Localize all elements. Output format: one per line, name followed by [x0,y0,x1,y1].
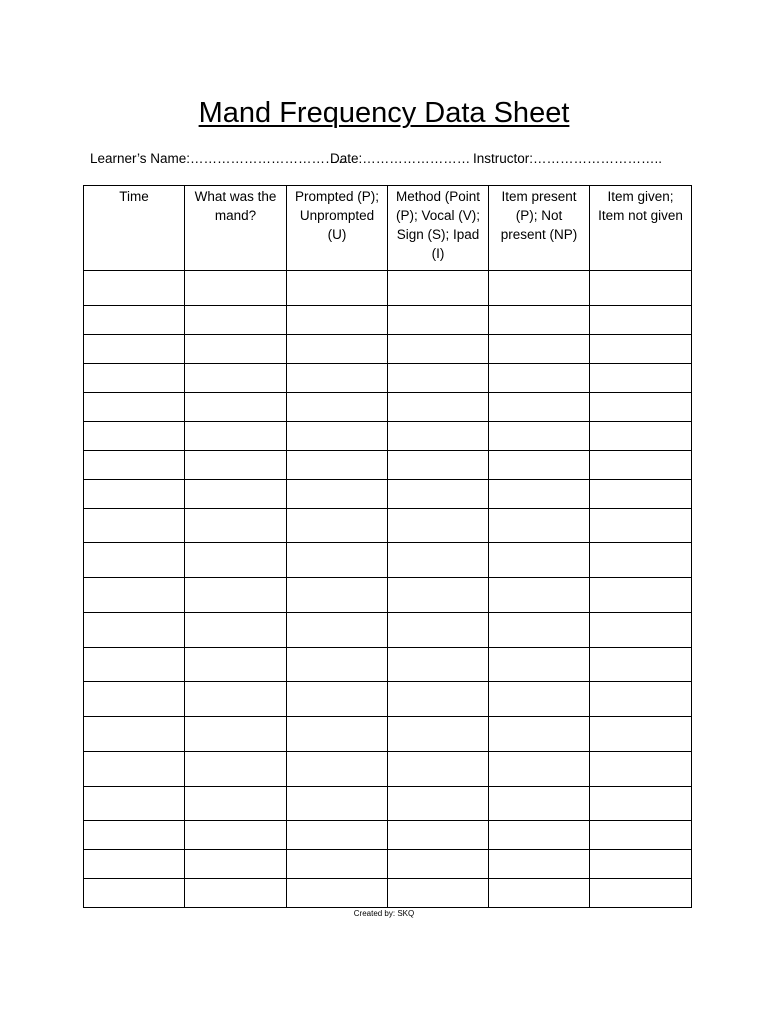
table-cell [287,393,388,422]
table-cell [84,787,185,821]
table-cell [84,850,185,879]
table-cell [590,578,692,613]
table-cell [590,271,692,306]
table-cell [590,509,692,543]
table-cell [590,787,692,821]
page-title-text: Mand Frequency Data Sheet [198,97,570,129]
table-cell [388,422,489,451]
table-cell [287,613,388,648]
table-cell [287,682,388,717]
table-cell [185,787,287,821]
table-cell [185,422,287,451]
table-cell [84,306,185,335]
table-cell [84,543,185,578]
table-row [84,648,692,682]
table-row [84,752,692,787]
table-cell [185,850,287,879]
table-cell [388,787,489,821]
table-cell [84,364,185,393]
table-cell [185,682,287,717]
table-cell [388,509,489,543]
table-cell [84,821,185,850]
table-cell [489,752,590,787]
column-header-method: Method (Point (P); Vocal (V); Sign (S); Ipad (I) [388,186,489,271]
table-cell [489,543,590,578]
table-cell [287,480,388,509]
table-cell [287,787,388,821]
table-cell [590,451,692,480]
table-cell [590,422,692,451]
table-cell [185,451,287,480]
data-table [83,185,692,908]
table-cell [84,752,185,787]
table-cell [84,879,185,908]
table-cell [84,422,185,451]
table-row [84,717,692,752]
table-cell [590,543,692,578]
table-cell [489,717,590,752]
table-row [84,543,692,578]
table-cell [84,271,185,306]
table-cell [590,821,692,850]
column-header-time: Time [84,186,185,271]
table-cell [489,879,590,908]
table-cell [185,752,287,787]
table-cell [388,306,489,335]
table-cell [287,717,388,752]
table-row [84,335,692,364]
table-cell [590,717,692,752]
table-cell [388,578,489,613]
table-cell [84,578,185,613]
table-cell [590,480,692,509]
table-cell [489,306,590,335]
table-row [84,451,692,480]
table-row [84,613,692,648]
table-row [84,821,692,850]
table-cell [287,271,388,306]
table-cell [388,613,489,648]
table-cell [287,451,388,480]
table-cell [388,752,489,787]
table-cell [84,648,185,682]
table-cell [287,850,388,879]
table-row [84,850,692,879]
table-cell [84,682,185,717]
table-cell [185,879,287,908]
table-cell [185,543,287,578]
table-cell [185,480,287,509]
table-header-row [84,186,692,271]
column-header-mand: What was the mand? [185,186,287,271]
table-cell [489,364,590,393]
table-cell [489,682,590,717]
table-cell [287,752,388,787]
table-row [84,787,692,821]
table-cell [388,648,489,682]
table-row [84,879,692,908]
table-cell [590,335,692,364]
table-cell [590,364,692,393]
table-cell [489,422,590,451]
table-cell [388,451,489,480]
table-cell [388,335,489,364]
table-cell [185,364,287,393]
table-row [84,578,692,613]
table-cell [590,752,692,787]
table-cell [84,717,185,752]
table-cell [287,543,388,578]
table-row [84,271,692,306]
table-cell [388,850,489,879]
table-cell [185,613,287,648]
table-cell [185,717,287,752]
table-cell [287,879,388,908]
table-body [84,271,692,908]
table-cell [84,613,185,648]
table-row [84,422,692,451]
table-cell [590,613,692,648]
table-cell [388,682,489,717]
table-cell [287,364,388,393]
table-row [84,480,692,509]
table-cell [185,393,287,422]
table-row [84,509,692,543]
table-row [84,364,692,393]
table-cell [84,509,185,543]
table-cell [489,648,590,682]
instructor-field: Instructor:……………………….. [473,151,663,166]
table-cell [84,451,185,480]
table-cell [489,451,590,480]
table-cell [388,364,489,393]
table-cell [84,393,185,422]
table-cell [388,393,489,422]
table-cell [489,480,590,509]
table-cell [489,821,590,850]
table-row [84,306,692,335]
table-cell [590,306,692,335]
table-cell [388,717,489,752]
table-cell [489,613,590,648]
table-cell [489,393,590,422]
table-cell [185,306,287,335]
column-header-item-given: Item given; Item not given [590,186,692,271]
date-field: Date:…………………… [330,151,471,166]
table-cell [590,850,692,879]
table-cell [489,509,590,543]
table-cell [185,578,287,613]
learner-name-field: Learner’s Name:…………………………….. [90,151,347,166]
table-cell [185,821,287,850]
table-cell [388,480,489,509]
table-cell [388,543,489,578]
table-cell [388,271,489,306]
table-cell [287,578,388,613]
table-cell [185,509,287,543]
table-cell [590,682,692,717]
table-cell [590,648,692,682]
table-cell [185,335,287,364]
table-cell [489,850,590,879]
table-row [84,393,692,422]
table-cell [84,335,185,364]
table-cell [287,509,388,543]
table-cell [489,787,590,821]
table-cell [84,480,185,509]
table-cell [287,648,388,682]
table-cell [185,648,287,682]
table-cell [388,821,489,850]
table-cell [590,879,692,908]
column-header-prompted: Prompted (P); Unprompted (U) [287,186,388,271]
page-title [0,94,768,132]
table-cell [287,821,388,850]
column-header-item-present: Item present (P); Not present (NP) [489,186,590,271]
table-cell [287,422,388,451]
table-cell [287,306,388,335]
table-row [84,682,692,717]
table-cell [590,393,692,422]
table-cell [489,335,590,364]
table-cell [185,271,287,306]
footer-credit: Created by: SKQ [353,909,415,918]
table-cell [388,879,489,908]
table-cell [287,335,388,364]
table-cell [489,271,590,306]
table-cell [489,578,590,613]
